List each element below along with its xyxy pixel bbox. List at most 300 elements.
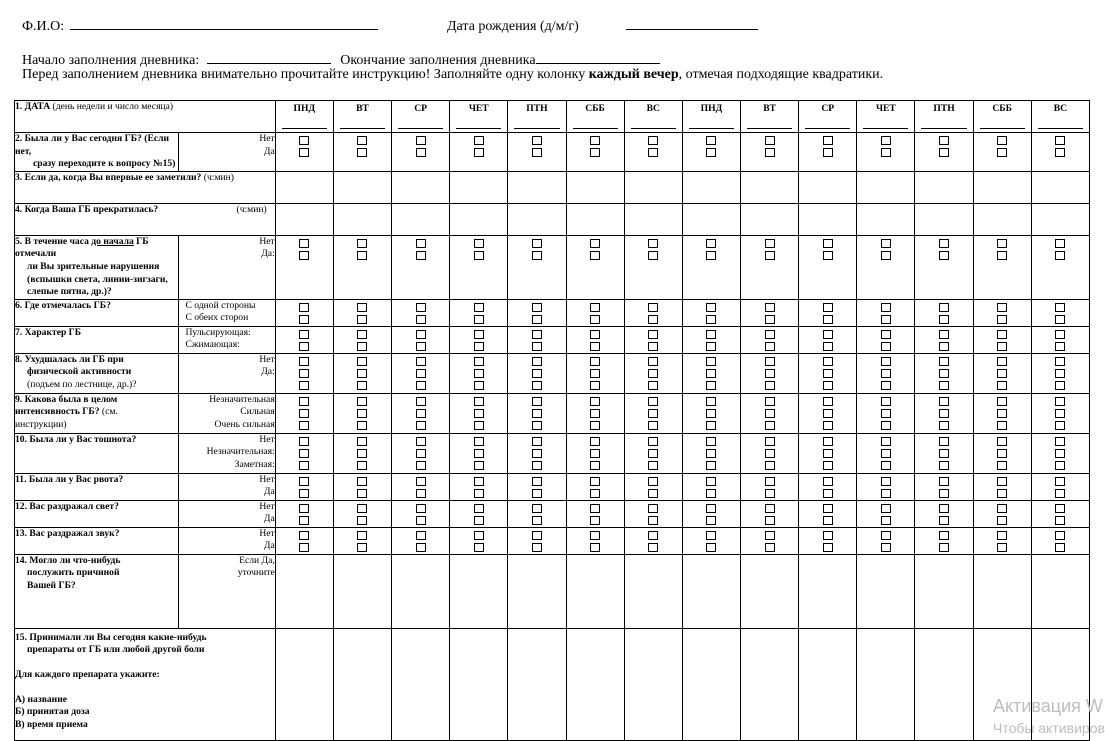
checkbox[interactable] xyxy=(881,531,891,540)
checkbox[interactable] xyxy=(648,504,658,513)
checkbox[interactable] xyxy=(299,303,309,312)
checkbox[interactable] xyxy=(823,357,833,366)
checkbox[interactable] xyxy=(939,251,949,260)
checkbox[interactable] xyxy=(590,148,600,157)
checkbox[interactable] xyxy=(765,516,775,525)
checkbox[interactable] xyxy=(299,437,309,446)
checkbox[interactable] xyxy=(474,504,484,513)
answer-cell[interactable] xyxy=(740,203,798,235)
answer-cell[interactable] xyxy=(799,628,857,740)
checkbox[interactable] xyxy=(706,239,716,248)
checkbox[interactable] xyxy=(357,357,367,366)
checkbox[interactable] xyxy=(648,357,658,366)
checkbox[interactable] xyxy=(881,489,891,498)
checkbox[interactable] xyxy=(474,449,484,458)
answer-cell[interactable] xyxy=(799,203,857,235)
checkbox[interactable] xyxy=(532,148,542,157)
checkbox[interactable] xyxy=(474,239,484,248)
answer-cell[interactable] xyxy=(624,628,682,740)
answer-cell[interactable] xyxy=(915,171,973,203)
checkbox[interactable] xyxy=(823,421,833,430)
answer-cell[interactable] xyxy=(857,203,915,235)
checkbox[interactable] xyxy=(648,136,658,145)
checkbox[interactable] xyxy=(474,330,484,339)
checkbox[interactable] xyxy=(765,239,775,248)
checkbox[interactable] xyxy=(648,489,658,498)
answer-cell[interactable] xyxy=(333,554,391,628)
checkbox[interactable] xyxy=(532,251,542,260)
checkbox[interactable] xyxy=(706,303,716,312)
checkbox[interactable] xyxy=(881,504,891,513)
checkbox[interactable] xyxy=(765,397,775,406)
answer-cell[interactable] xyxy=(392,171,450,203)
checkbox[interactable] xyxy=(532,516,542,525)
checkbox[interactable] xyxy=(1055,531,1065,540)
checkbox[interactable] xyxy=(416,315,426,324)
answer-cell[interactable] xyxy=(566,171,624,203)
answer-cell[interactable] xyxy=(682,203,740,235)
checkbox[interactable] xyxy=(997,239,1007,248)
checkbox[interactable] xyxy=(706,477,716,486)
checkbox[interactable] xyxy=(299,543,309,552)
checkbox[interactable] xyxy=(299,477,309,486)
checkbox[interactable] xyxy=(939,531,949,540)
answer-cell[interactable] xyxy=(799,554,857,628)
checkbox[interactable] xyxy=(823,342,833,351)
checkbox[interactable] xyxy=(997,303,1007,312)
checkbox[interactable] xyxy=(590,477,600,486)
checkbox[interactable] xyxy=(357,543,367,552)
checkbox[interactable] xyxy=(648,516,658,525)
checkbox[interactable] xyxy=(648,148,658,157)
checkbox[interactable] xyxy=(416,136,426,145)
checkbox[interactable] xyxy=(765,531,775,540)
checkbox[interactable] xyxy=(474,477,484,486)
answer-cell[interactable] xyxy=(1031,171,1089,203)
checkbox[interactable] xyxy=(706,136,716,145)
checkbox[interactable] xyxy=(997,251,1007,260)
checkbox[interactable] xyxy=(881,516,891,525)
checkbox[interactable] xyxy=(1055,148,1065,157)
checkbox[interactable] xyxy=(532,136,542,145)
checkbox[interactable] xyxy=(997,409,1007,418)
checkbox[interactable] xyxy=(416,330,426,339)
checkbox[interactable] xyxy=(299,330,309,339)
checkbox[interactable] xyxy=(357,489,367,498)
checkbox[interactable] xyxy=(474,369,484,378)
answer-cell[interactable] xyxy=(566,203,624,235)
checkbox[interactable] xyxy=(939,504,949,513)
checkbox[interactable] xyxy=(706,369,716,378)
checkbox[interactable] xyxy=(590,543,600,552)
answer-cell[interactable] xyxy=(857,554,915,628)
checkbox[interactable] xyxy=(881,543,891,552)
answer-cell[interactable] xyxy=(682,554,740,628)
checkbox[interactable] xyxy=(765,543,775,552)
checkbox[interactable] xyxy=(532,369,542,378)
answer-cell[interactable] xyxy=(508,628,566,740)
checkbox[interactable] xyxy=(590,409,600,418)
checkbox[interactable] xyxy=(416,489,426,498)
checkbox[interactable] xyxy=(1055,461,1065,470)
checkbox[interactable] xyxy=(299,381,309,390)
checkbox[interactable] xyxy=(939,397,949,406)
checkbox[interactable] xyxy=(590,531,600,540)
checkbox[interactable] xyxy=(765,409,775,418)
checkbox[interactable] xyxy=(532,489,542,498)
checkbox[interactable] xyxy=(474,303,484,312)
checkbox[interactable] xyxy=(997,531,1007,540)
checkbox[interactable] xyxy=(823,504,833,513)
checkbox[interactable] xyxy=(590,315,600,324)
checkbox[interactable] xyxy=(939,449,949,458)
checkbox[interactable] xyxy=(881,381,891,390)
checkbox[interactable] xyxy=(532,303,542,312)
checkbox[interactable] xyxy=(706,516,716,525)
checkbox[interactable] xyxy=(474,409,484,418)
checkbox[interactable] xyxy=(532,315,542,324)
checkbox[interactable] xyxy=(997,437,1007,446)
checkbox[interactable] xyxy=(1055,251,1065,260)
checkbox[interactable] xyxy=(416,516,426,525)
checkbox[interactable] xyxy=(474,315,484,324)
checkbox[interactable] xyxy=(1055,239,1065,248)
checkbox[interactable] xyxy=(416,369,426,378)
answer-cell[interactable] xyxy=(508,171,566,203)
checkbox[interactable] xyxy=(357,477,367,486)
checkbox[interactable] xyxy=(416,477,426,486)
checkbox[interactable] xyxy=(299,489,309,498)
checkbox[interactable] xyxy=(474,148,484,157)
checkbox[interactable] xyxy=(532,504,542,513)
checkbox[interactable] xyxy=(939,315,949,324)
answer-cell[interactable] xyxy=(973,171,1031,203)
checkbox[interactable] xyxy=(823,251,833,260)
checkbox[interactable] xyxy=(357,461,367,470)
checkbox[interactable] xyxy=(357,303,367,312)
checkbox[interactable] xyxy=(474,251,484,260)
checkbox[interactable] xyxy=(1055,342,1065,351)
checkbox[interactable] xyxy=(765,477,775,486)
checkbox[interactable] xyxy=(357,369,367,378)
checkbox[interactable] xyxy=(299,531,309,540)
checkbox[interactable] xyxy=(474,531,484,540)
checkbox[interactable] xyxy=(648,531,658,540)
answer-cell[interactable] xyxy=(275,628,333,740)
checkbox[interactable] xyxy=(997,477,1007,486)
checkbox[interactable] xyxy=(532,342,542,351)
checkbox[interactable] xyxy=(1055,489,1065,498)
checkbox[interactable] xyxy=(474,381,484,390)
checkbox[interactable] xyxy=(416,357,426,366)
checkbox[interactable] xyxy=(532,461,542,470)
checkbox[interactable] xyxy=(474,342,484,351)
checkbox[interactable] xyxy=(765,342,775,351)
checkbox[interactable] xyxy=(823,461,833,470)
checkbox[interactable] xyxy=(299,148,309,157)
checkbox[interactable] xyxy=(299,461,309,470)
checkbox[interactable] xyxy=(997,489,1007,498)
checkbox[interactable] xyxy=(357,449,367,458)
checkbox[interactable] xyxy=(1055,477,1065,486)
checkbox[interactable] xyxy=(299,449,309,458)
checkbox[interactable] xyxy=(997,315,1007,324)
checkbox[interactable] xyxy=(299,251,309,260)
answer-cell[interactable] xyxy=(566,628,624,740)
checkbox[interactable] xyxy=(474,437,484,446)
checkbox[interactable] xyxy=(357,397,367,406)
answer-cell[interactable] xyxy=(333,171,391,203)
checkbox[interactable] xyxy=(357,421,367,430)
answer-cell[interactable] xyxy=(857,171,915,203)
end-field[interactable] xyxy=(536,51,660,64)
checkbox[interactable] xyxy=(939,421,949,430)
checkbox[interactable] xyxy=(1055,303,1065,312)
checkbox[interactable] xyxy=(823,136,833,145)
checkbox[interactable] xyxy=(765,489,775,498)
checkbox[interactable] xyxy=(648,421,658,430)
checkbox[interactable] xyxy=(1055,516,1065,525)
answer-cell[interactable] xyxy=(973,203,1031,235)
checkbox[interactable] xyxy=(357,516,367,525)
checkbox[interactable] xyxy=(299,516,309,525)
checkbox[interactable] xyxy=(823,516,833,525)
checkbox[interactable] xyxy=(997,504,1007,513)
answer-cell[interactable] xyxy=(740,554,798,628)
checkbox[interactable] xyxy=(648,409,658,418)
checkbox[interactable] xyxy=(1055,504,1065,513)
checkbox[interactable] xyxy=(706,449,716,458)
checkbox[interactable] xyxy=(357,342,367,351)
answer-cell[interactable] xyxy=(333,203,391,235)
checkbox[interactable] xyxy=(532,421,542,430)
checkbox[interactable] xyxy=(765,369,775,378)
answer-cell[interactable] xyxy=(624,171,682,203)
checkbox[interactable] xyxy=(648,397,658,406)
checkbox[interactable] xyxy=(416,409,426,418)
checkbox[interactable] xyxy=(648,381,658,390)
checkbox[interactable] xyxy=(357,437,367,446)
checkbox[interactable] xyxy=(357,136,367,145)
checkbox[interactable] xyxy=(823,489,833,498)
checkbox[interactable] xyxy=(881,239,891,248)
checkbox[interactable] xyxy=(474,489,484,498)
checkbox[interactable] xyxy=(1055,437,1065,446)
checkbox[interactable] xyxy=(357,148,367,157)
checkbox[interactable] xyxy=(416,342,426,351)
checkbox[interactable] xyxy=(590,461,600,470)
checkbox[interactable] xyxy=(823,397,833,406)
checkbox[interactable] xyxy=(357,381,367,390)
answer-cell[interactable] xyxy=(740,171,798,203)
checkbox[interactable] xyxy=(1055,381,1065,390)
checkbox[interactable] xyxy=(590,421,600,430)
checkbox[interactable] xyxy=(648,303,658,312)
checkbox[interactable] xyxy=(1055,330,1065,339)
checkbox[interactable] xyxy=(416,543,426,552)
checkbox[interactable] xyxy=(997,342,1007,351)
checkbox[interactable] xyxy=(1055,449,1065,458)
checkbox[interactable] xyxy=(590,381,600,390)
checkbox[interactable] xyxy=(881,369,891,378)
checkbox[interactable] xyxy=(706,148,716,157)
answer-cell[interactable] xyxy=(392,628,450,740)
answer-cell[interactable] xyxy=(450,554,508,628)
checkbox[interactable] xyxy=(823,449,833,458)
checkbox[interactable] xyxy=(939,461,949,470)
checkbox[interactable] xyxy=(648,239,658,248)
checkbox[interactable] xyxy=(939,381,949,390)
checkbox[interactable] xyxy=(590,342,600,351)
checkbox[interactable] xyxy=(765,330,775,339)
checkbox[interactable] xyxy=(706,357,716,366)
checkbox[interactable] xyxy=(706,330,716,339)
checkbox[interactable] xyxy=(648,330,658,339)
checkbox[interactable] xyxy=(416,449,426,458)
checkbox[interactable] xyxy=(299,239,309,248)
checkbox[interactable] xyxy=(590,330,600,339)
checkbox[interactable] xyxy=(997,148,1007,157)
checkbox[interactable] xyxy=(881,461,891,470)
checkbox[interactable] xyxy=(416,397,426,406)
checkbox[interactable] xyxy=(997,421,1007,430)
checkbox[interactable] xyxy=(706,437,716,446)
checkbox[interactable] xyxy=(590,449,600,458)
checkbox[interactable] xyxy=(706,421,716,430)
checkbox[interactable] xyxy=(706,315,716,324)
checkbox[interactable] xyxy=(706,381,716,390)
checkbox[interactable] xyxy=(590,489,600,498)
checkbox[interactable] xyxy=(765,381,775,390)
checkbox[interactable] xyxy=(823,409,833,418)
answer-cell[interactable] xyxy=(275,203,333,235)
checkbox[interactable] xyxy=(765,421,775,430)
checkbox[interactable] xyxy=(474,421,484,430)
dob-field[interactable] xyxy=(626,17,758,30)
checkbox[interactable] xyxy=(590,357,600,366)
checkbox[interactable] xyxy=(881,148,891,157)
answer-cell[interactable] xyxy=(392,203,450,235)
checkbox[interactable] xyxy=(590,437,600,446)
checkbox[interactable] xyxy=(416,421,426,430)
checkbox[interactable] xyxy=(648,461,658,470)
checkbox[interactable] xyxy=(532,543,542,552)
answer-cell[interactable] xyxy=(450,628,508,740)
answer-cell[interactable] xyxy=(1031,203,1089,235)
checkbox[interactable] xyxy=(823,531,833,540)
checkbox[interactable] xyxy=(823,437,833,446)
checkbox[interactable] xyxy=(1055,369,1065,378)
checkbox[interactable] xyxy=(590,504,600,513)
checkbox[interactable] xyxy=(765,461,775,470)
checkbox[interactable] xyxy=(881,449,891,458)
checkbox[interactable] xyxy=(939,357,949,366)
checkbox[interactable] xyxy=(357,504,367,513)
checkbox[interactable] xyxy=(357,531,367,540)
checkbox[interactable] xyxy=(881,437,891,446)
checkbox[interactable] xyxy=(416,437,426,446)
checkbox[interactable] xyxy=(706,251,716,260)
checkbox[interactable] xyxy=(881,315,891,324)
checkbox[interactable] xyxy=(881,136,891,145)
start-field[interactable] xyxy=(207,51,331,64)
checkbox[interactable] xyxy=(590,397,600,406)
answer-cell[interactable] xyxy=(1031,554,1089,628)
checkbox[interactable] xyxy=(590,136,600,145)
checkbox[interactable] xyxy=(590,516,600,525)
checkbox[interactable] xyxy=(532,531,542,540)
answer-cell[interactable] xyxy=(682,171,740,203)
checkbox[interactable] xyxy=(706,397,716,406)
checkbox[interactable] xyxy=(997,461,1007,470)
checkbox[interactable] xyxy=(997,516,1007,525)
checkbox[interactable] xyxy=(416,303,426,312)
checkbox[interactable] xyxy=(823,239,833,248)
checkbox[interactable] xyxy=(299,397,309,406)
answer-cell[interactable] xyxy=(392,554,450,628)
checkbox[interactable] xyxy=(881,303,891,312)
checkbox[interactable] xyxy=(939,303,949,312)
checkbox[interactable] xyxy=(1055,397,1065,406)
checkbox[interactable] xyxy=(823,369,833,378)
answer-cell[interactable] xyxy=(333,628,391,740)
checkbox[interactable] xyxy=(1055,136,1065,145)
checkbox[interactable] xyxy=(299,421,309,430)
checkbox[interactable] xyxy=(881,397,891,406)
checkbox[interactable] xyxy=(997,369,1007,378)
checkbox[interactable] xyxy=(997,136,1007,145)
checkbox[interactable] xyxy=(706,543,716,552)
checkbox[interactable] xyxy=(765,357,775,366)
fio-field[interactable] xyxy=(70,17,378,30)
checkbox[interactable] xyxy=(590,303,600,312)
checkbox[interactable] xyxy=(939,543,949,552)
checkbox[interactable] xyxy=(823,315,833,324)
checkbox[interactable] xyxy=(823,148,833,157)
checkbox[interactable] xyxy=(939,477,949,486)
checkbox[interactable] xyxy=(939,409,949,418)
checkbox[interactable] xyxy=(706,342,716,351)
checkbox[interactable] xyxy=(939,239,949,248)
checkbox[interactable] xyxy=(416,531,426,540)
checkbox[interactable] xyxy=(765,449,775,458)
checkbox[interactable] xyxy=(299,136,309,145)
checkbox[interactable] xyxy=(590,369,600,378)
checkbox[interactable] xyxy=(823,543,833,552)
checkbox[interactable] xyxy=(648,449,658,458)
checkbox[interactable] xyxy=(939,136,949,145)
checkbox[interactable] xyxy=(416,504,426,513)
checkbox[interactable] xyxy=(881,330,891,339)
checkbox[interactable] xyxy=(648,315,658,324)
checkbox[interactable] xyxy=(765,148,775,157)
checkbox[interactable] xyxy=(416,251,426,260)
checkbox[interactable] xyxy=(939,148,949,157)
checkbox[interactable] xyxy=(939,342,949,351)
checkbox[interactable] xyxy=(474,543,484,552)
checkbox[interactable] xyxy=(416,148,426,157)
checkbox[interactable] xyxy=(997,381,1007,390)
checkbox[interactable] xyxy=(648,251,658,260)
checkbox[interactable] xyxy=(997,357,1007,366)
checkbox[interactable] xyxy=(765,315,775,324)
checkbox[interactable] xyxy=(939,489,949,498)
answer-cell[interactable] xyxy=(624,554,682,628)
checkbox[interactable] xyxy=(299,357,309,366)
checkbox[interactable] xyxy=(532,397,542,406)
answer-cell[interactable] xyxy=(508,554,566,628)
checkbox[interactable] xyxy=(997,543,1007,552)
